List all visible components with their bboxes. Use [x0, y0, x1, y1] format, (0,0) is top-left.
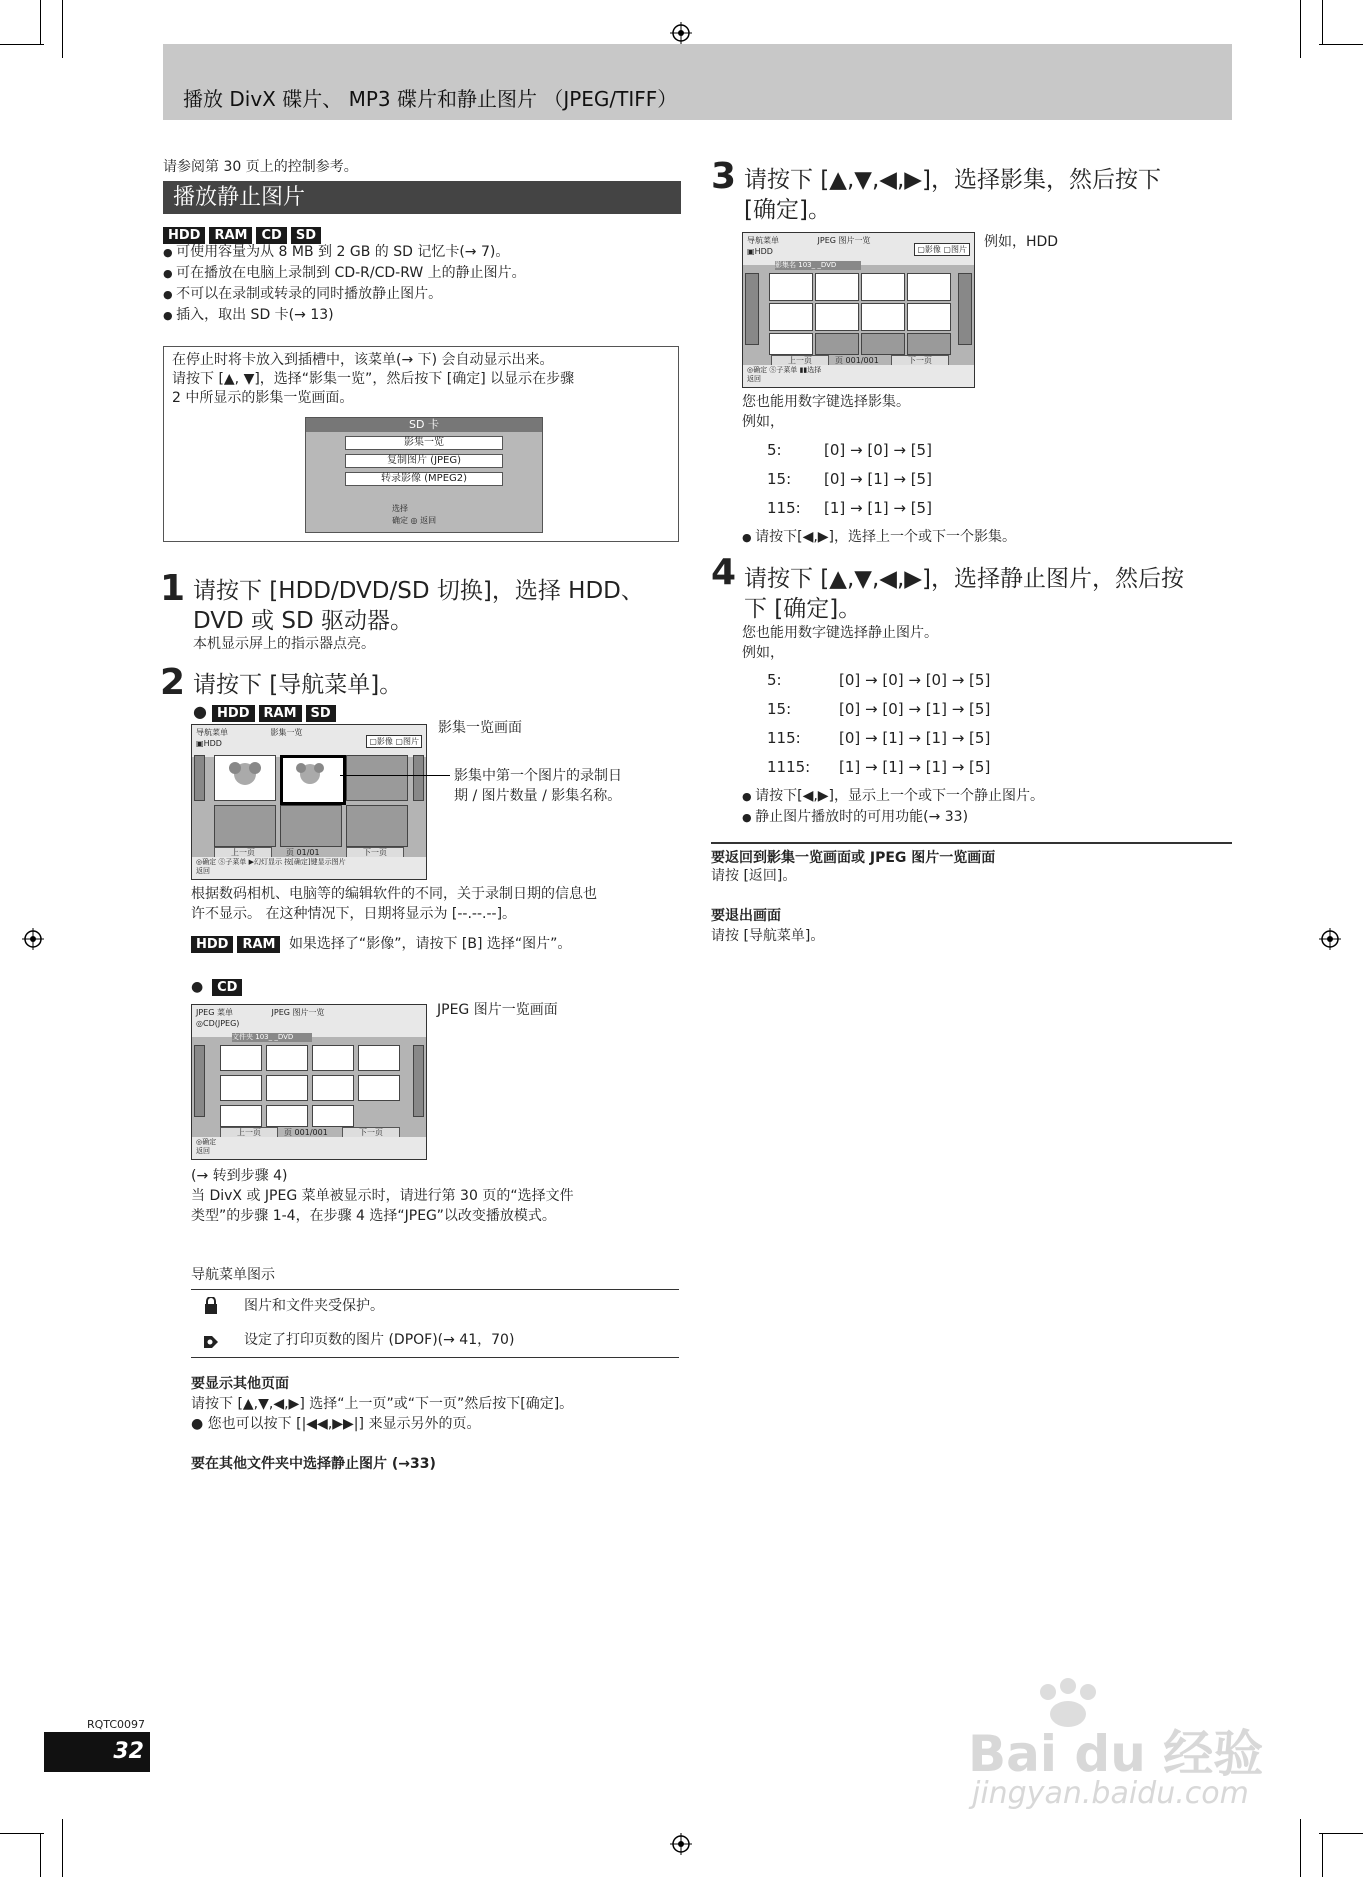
- registration-mark-right: [1319, 928, 1341, 950]
- legend-print-text: 设定了打印页数的图片 (DPOF)(→ 41，70): [244, 1332, 515, 1348]
- step3-bullet: ● 请按下[◀,▶]，选择上一个或下一个影集。: [742, 529, 1017, 545]
- next-page-button[interactable]: 下一页: [346, 847, 404, 859]
- icons-legend-title: 导航菜单图示: [191, 1267, 275, 1283]
- example-seq: [0] → [0] → [5]: [824, 441, 932, 459]
- step3-line2: [确定]。: [744, 197, 831, 223]
- sd-footer-ok: 确定: [392, 516, 408, 525]
- scroll-right[interactable]: [413, 1045, 424, 1117]
- step4-text: [744, 564, 1184, 624]
- media-tags: [163, 224, 325, 244]
- step3-screen-footer: ◎确定 Ⓢ子菜单 ▮▮选择 返回: [743, 365, 974, 387]
- picture-button[interactable]: 图片: [403, 737, 419, 746]
- sd-footer-return: 返回: [420, 516, 437, 525]
- bullet-item: ● 不可以在录制或转录的同时播放静止图片。: [163, 284, 526, 305]
- jpeg-thumb[interactable]: [907, 273, 951, 301]
- step3-screen-header: 导航菜单 JPEG 图片一览 ▣HDD ▢影像 ▢图片: [743, 233, 974, 265]
- bullet-item: ● 插入，取出 SD 卡(→ 13): [163, 305, 526, 326]
- page-indicator: 001/001: [845, 356, 879, 365]
- cd-tag-line: ● CD: [191, 977, 246, 997]
- koala-image: [215, 756, 275, 800]
- jpeg-thumb[interactable]: [907, 303, 951, 331]
- example-num: 15:: [767, 470, 792, 488]
- footer-hint: 按[确定]键显示图片: [284, 858, 346, 866]
- folder-name: 103_ _DVD: [798, 261, 837, 269]
- step4-note: [742, 623, 938, 663]
- album-screen-drive: HDD: [203, 739, 222, 748]
- footer-submenu: 子菜单: [776, 366, 798, 374]
- scroll-left[interactable]: [194, 1045, 205, 1117]
- page-title: 播放 DivX 碟片、 MP3 碟片和静止图片 （JPEG/TIFF）: [183, 87, 678, 111]
- step3-bullet-text: 请按下[◀,▶]，选择上一个或下一个影集。: [755, 529, 1017, 545]
- step4-line2: 下 [确定]。: [744, 596, 862, 622]
- example-seq: [0] → [1] → [5]: [824, 470, 932, 488]
- callout-line1: 影集中第一个图片的录制日: [454, 768, 622, 784]
- step2-tags: ● HDD RAM SD: [193, 702, 340, 722]
- step4-examples: [767, 666, 990, 782]
- step3-note-line: 您也能用数字键选择影集。: [742, 394, 910, 410]
- album-thumb-empty[interactable]: [280, 805, 342, 847]
- step3-text: [744, 165, 1161, 225]
- step4-bullets: ● 请按下[◀,▶]，显示上一个或下一个静止图片。 ● 静止图片播放时的可用功能(→ 33): [742, 788, 1045, 825]
- page-label: 页: [835, 356, 843, 365]
- step1-line1: 请按下 [HDD/DVD/SD 切换]，选择 HDD、: [193, 578, 644, 604]
- koala-image: [283, 758, 337, 796]
- folder-label: 影集名: [775, 261, 796, 269]
- goto-step4: (→ 转到步骤 4): [191, 1168, 288, 1184]
- jpeg-screen-drive: CD(JPEG): [202, 1019, 240, 1028]
- step1-note: 本机显示屏上的指示器点亮。: [193, 636, 375, 652]
- example-num: 5:: [767, 441, 782, 459]
- page-label: 页: [286, 848, 294, 857]
- album-callout: [454, 766, 622, 806]
- callout-line: [340, 775, 450, 776]
- date-note-line1: 根据数码相机、电脑等的编辑软件的不同，关于录制日期的信息也: [191, 886, 597, 902]
- jpeg-thumb[interactable]: [815, 303, 859, 331]
- callout-line2: 期 / 图片数量 / 影集名称。: [454, 788, 622, 804]
- prev-page-button[interactable]: 上一页: [771, 355, 829, 367]
- jpeg-screen-title: JPEG 图片一览: [271, 1008, 325, 1017]
- step3-album-screen: [742, 232, 975, 388]
- tag-ram: RAM: [259, 705, 302, 722]
- footer-return: 返回: [747, 375, 761, 383]
- other-folder-title: 要在其他文件夹中选择静止图片 (→33): [191, 1456, 436, 1472]
- sd-menu-footer: 选择 确定 ◎ 返回: [392, 504, 437, 525]
- jpeg-thumb[interactable]: [312, 1075, 354, 1101]
- jpeg-screen-menu: JPEG 菜单: [196, 1008, 233, 1017]
- footer-ok: 确定: [753, 366, 768, 374]
- scroll-left[interactable]: [745, 273, 759, 345]
- page-indicator: 01/01: [296, 848, 320, 857]
- page-number: 32: [44, 1732, 150, 1772]
- jpeg-thumb[interactable]: [266, 1045, 308, 1071]
- section-divider: [711, 842, 1232, 844]
- album-list-screen: [191, 724, 427, 880]
- album-thumb-empty[interactable]: [346, 805, 408, 847]
- album-screen-footer: ◎确定 Ⓢ子菜单 ▶幻灯显示 按[确定]键显示图片 返回: [192, 857, 426, 879]
- registration-mark-bottom: [670, 1833, 692, 1855]
- step4-note-line: 您也能用数字键选择静止图片。: [742, 625, 938, 641]
- example-seq: [1] → [1] → [1] → [5]: [839, 758, 991, 776]
- note-line: 2 中所显示的影集一览画面。: [172, 390, 354, 406]
- tag-hdd: HDD: [163, 227, 205, 244]
- step3-examples: [767, 436, 932, 523]
- step4-number: 4: [711, 552, 737, 593]
- tag-ram: RAM: [209, 227, 252, 244]
- step1: [160, 568, 185, 609]
- tag-hdd: HDD: [191, 936, 233, 953]
- jpeg-thumb[interactable]: [312, 1105, 354, 1127]
- video-button[interactable]: 影像: [924, 245, 941, 254]
- note-line: 在停止时将卡放入到插槽中，该菜单(→ 下) 会自动显示出来。: [172, 352, 554, 368]
- example-num: 15:: [767, 700, 792, 718]
- footer-submenu: 子菜单: [225, 858, 247, 866]
- jpeg-thumb[interactable]: [312, 1045, 354, 1071]
- exit-text: 请按 [导航菜单]。: [711, 928, 825, 944]
- jpeg-thumb-empty[interactable]: [815, 333, 859, 355]
- section-title: 播放静止图片: [163, 181, 681, 214]
- legend-divider: [191, 1289, 679, 1290]
- step2-number: 2: [160, 662, 186, 703]
- example-num: 115:: [767, 499, 801, 517]
- example-seq: [0] → [0] → [0] → [5]: [839, 671, 991, 689]
- folder-name: 103_ _DVD: [255, 1033, 294, 1041]
- bullet-item: ● 可使用容量为从 8 MB 到 2 GB 的 SD 记忆卡(→ 7)。: [163, 242, 526, 263]
- registration-mark-left: [22, 928, 44, 950]
- other-pages-title: 要显示其他页面: [191, 1376, 289, 1392]
- jpeg-list-screen: [191, 1004, 427, 1160]
- sd-note-box: [163, 346, 679, 542]
- step3-note: [742, 392, 910, 432]
- sd-footer-select: 选择: [392, 504, 408, 513]
- tag-cd: CD: [212, 979, 242, 996]
- doc-code: RQTC0097: [87, 1718, 146, 1731]
- folder-label: 文件夹: [232, 1033, 253, 1041]
- album-screen-label: 影集一览画面: [438, 720, 522, 736]
- jpeg-thumb[interactable]: [861, 303, 905, 331]
- sd-menu-item-copy[interactable]: 复制图片 (JPEG): [345, 454, 503, 468]
- album-screen-title: 影集一览: [270, 728, 303, 737]
- footer-ok: 确定: [202, 858, 217, 866]
- print-icon: [202, 1334, 220, 1354]
- sd-card-menu: [305, 417, 543, 533]
- picture-button[interactable]: 图片: [951, 245, 967, 254]
- lock-icon: [204, 1297, 218, 1319]
- footer-return: 返回: [196, 1147, 210, 1155]
- jpeg-thumb[interactable]: [266, 1075, 308, 1101]
- other-pages-line1: 请按下 [▲,▼,◀,▶] 选择“上一页”或“下一页”然后按下[确定]。: [191, 1396, 574, 1412]
- jpeg-thumb[interactable]: [358, 1045, 400, 1071]
- video-button[interactable]: 影像: [376, 737, 393, 746]
- step4-example-word: 例如，: [742, 645, 784, 661]
- jpeg-thumb[interactable]: [769, 333, 813, 355]
- step3-example-label: 例如，HDD: [984, 234, 1059, 250]
- hdd-icon: ▣: [747, 247, 755, 256]
- prev-page-button[interactable]: 上一页: [214, 847, 272, 859]
- watermark-brand: Bai du 经验: [968, 1725, 1264, 1783]
- sd-menu-item-dub[interactable]: 转录影像 (MPEG2): [345, 472, 503, 486]
- jpeg-thumb[interactable]: [769, 303, 813, 331]
- bullet-item: ● 可在播放在电脑上录制到 CD-R/CD-RW 上的静止图片。: [163, 263, 526, 284]
- cd-icon: ◎: [196, 1019, 203, 1028]
- step3-example-word: 例如，: [742, 414, 784, 430]
- step4-bullet: 请按下[◀,▶]，显示上一个或下一个静止图片。: [755, 788, 1045, 804]
- registration-mark-top: [670, 22, 692, 44]
- jpeg-thumb-empty[interactable]: [861, 333, 905, 355]
- sd-menu-title: SD 卡: [306, 418, 542, 432]
- step2-text: 请按下 [导航菜单]。: [193, 672, 403, 698]
- jpeg-thumb[interactable]: [358, 1075, 400, 1101]
- step3-screen-drive: HDD: [754, 247, 773, 256]
- divx-note-line1: 当 DivX 或 JPEG 菜单被显示时，请进行第 30 页的“选择文件: [191, 1188, 574, 1204]
- step3-screen-title: JPEG 图片一览: [817, 236, 871, 245]
- example-num: 1115:: [767, 758, 811, 776]
- tag-sd: SD: [291, 227, 321, 244]
- jpeg-thumb[interactable]: [266, 1105, 308, 1127]
- next-page-button[interactable]: 下一页: [891, 355, 949, 367]
- step1-line2: DVD 或 SD 驱动器。: [193, 608, 413, 634]
- next-page-button[interactable]: 下一页: [342, 1127, 400, 1139]
- example-seq: [1] → [1] → [5]: [824, 499, 932, 517]
- scroll-left[interactable]: [194, 755, 205, 801]
- step1-number: 1: [160, 568, 186, 609]
- album-screen-menu: 导航菜单: [196, 728, 228, 737]
- jpeg-thumb[interactable]: [220, 1075, 262, 1101]
- step1-text: [193, 576, 644, 636]
- footer-select: 选择: [807, 366, 822, 374]
- example-seq: [0] → [0] → [1] → [5]: [839, 700, 991, 718]
- jpeg-thumb[interactable]: [220, 1045, 262, 1071]
- album-screen-header: 导航菜单 影集一览 ▣HDD ▢影像 ▢图片: [192, 725, 426, 757]
- example-seq: [0] → [1] → [1] → [5]: [839, 729, 991, 747]
- page-label: 页: [284, 1128, 292, 1137]
- other-pages-line2: ● 您也可以按下 [|◀◀,▶▶|] 来显示另外的页。: [191, 1416, 481, 1432]
- return-title: 要返回到影集一览画面或 JPEG 图片一览画面: [711, 850, 996, 866]
- note-line: 请按下 [▲, ▼]，选择“影集一览”，然后按下 [确定] 以显示在步骤: [172, 371, 575, 387]
- step3-number: 3: [711, 156, 737, 197]
- step4-bullet: 静止图片播放时的可用功能(→ 33): [755, 809, 969, 825]
- divx-note-line2: 类型”的步骤 1-4，在步骤 4 选择“JPEG”以改变播放模式。: [191, 1208, 556, 1224]
- exit-title: 要退出画面: [711, 908, 781, 924]
- album-thumb-empty[interactable]: [346, 755, 408, 801]
- jpeg-screen-footer: ◎确定 返回: [192, 1137, 426, 1159]
- hdd-icon: ▣: [196, 739, 204, 748]
- divx-note: [191, 1186, 574, 1226]
- jpeg-thumb[interactable]: [861, 273, 905, 301]
- jpeg-thumb[interactable]: [769, 273, 813, 301]
- legend-divider: [191, 1357, 679, 1358]
- album-thumb[interactable]: [214, 755, 276, 801]
- album-thumb-empty[interactable]: [214, 805, 276, 847]
- tag-ram: RAM: [237, 936, 280, 953]
- scroll-right[interactable]: [958, 273, 972, 345]
- jpeg-screen-label: JPEG 图片一览画面: [437, 1002, 558, 1018]
- scroll-right[interactable]: [413, 755, 424, 801]
- step3-line1: 请按下 [▲,▼,◀,▶]，选择影集，然后按下: [744, 167, 1161, 193]
- jpeg-thumb-empty[interactable]: [907, 333, 951, 355]
- jpeg-thumb[interactable]: [815, 273, 859, 301]
- legend-lock-text: 图片和文件夹受保护。: [244, 1298, 384, 1314]
- tag-hdd: HDD: [212, 705, 254, 722]
- prev-page-button[interactable]: 上一页: [220, 1127, 278, 1139]
- date-note: [191, 884, 597, 924]
- jpeg-thumb[interactable]: [220, 1105, 262, 1127]
- step3-screen-menu: 导航菜单: [747, 236, 779, 245]
- footer-ok: 确定: [202, 1138, 217, 1146]
- sd-menu-item-album[interactable]: 影集一览: [345, 436, 503, 450]
- video-note: [191, 934, 571, 954]
- date-note-line2: 许不显示。 在这种情况下，日期将显示为 [--.--.--]。: [191, 906, 517, 922]
- control-reference: 请参阅第 30 页上的控制参考。: [163, 159, 358, 175]
- album-thumb-selected[interactable]: [280, 755, 346, 805]
- example-num: 115:: [767, 729, 801, 747]
- tag-sd: SD: [306, 705, 336, 722]
- footer-slideshow: 幻灯显示: [253, 858, 282, 866]
- page-indicator: 001/001: [294, 1128, 328, 1137]
- return-text: 请按 [返回]。: [711, 868, 797, 884]
- intro-bullets: [163, 242, 526, 326]
- example-num: 5:: [767, 671, 782, 689]
- step4-line1: 请按下 [▲,▼,◀,▶]，选择静止图片，然后按: [744, 566, 1184, 592]
- video-note-text: 如果选择了“影像”，请按下 [B] 选择“图片”。: [288, 936, 572, 952]
- tag-cd: CD: [256, 227, 286, 244]
- footer-return: 返回: [196, 867, 210, 875]
- watermark-url: jingyan.baidu.com: [972, 1776, 1249, 1811]
